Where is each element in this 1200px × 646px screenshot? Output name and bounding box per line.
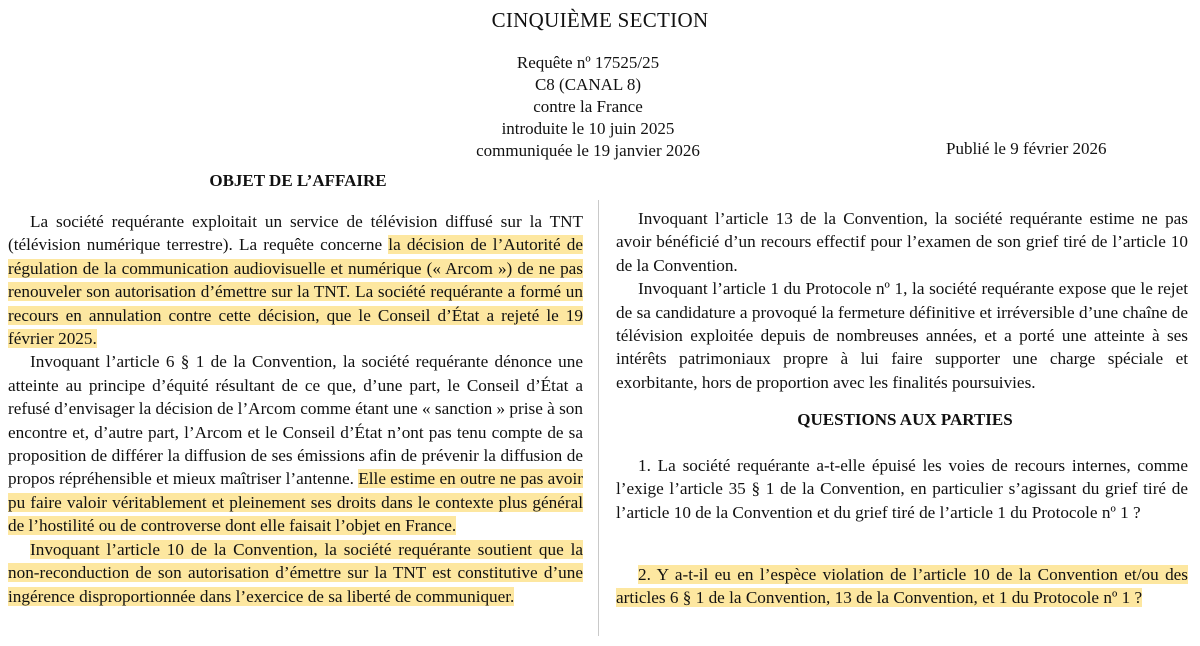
question-2-para: [616, 563, 1188, 610]
communicated-date: communiquée le 19 janvier 2026: [476, 141, 700, 160]
question-1: [616, 454, 1188, 524]
paragraph-2-highlight: Elle estime en outre ne pas avoir pu faire valoir véritablement et pleinement ses droits dans le contexte plus général de l’hostilité ou de controverse dont elle faisait l’objet en France.: [8, 469, 583, 536]
paragraph-5: Invoquant l’article 1 du Protocole nº 1, la société requérante expose que le rejet de sa candidature a provoqué la fermeture définitive et irréversible d’une chaîne de télévision exploitée depuis de nombreuses années, et a porté une atteinte à ses intérêts patrimoniaux propre à lui faire supporter une charge spéciale et exorbitante, hors de proportion avec les finalités poursuivies.: [616, 279, 1188, 392]
section-title: CINQUIÈME SECTION: [491, 8, 709, 32]
objet-heading: OBJET DE L’AFFAIRE: [209, 171, 387, 190]
question-1-text: 1. La société requérante a-t-elle épuisé les voies de recours internes, comme l’exige l’article 35 § 1 de la Convention, en particulier s’agissant du grief tiré de l’article 10 de la Convention et du grief tiré de l’article 1 du Protocole nº 1 ?: [616, 456, 1188, 522]
question-2-text: 2. Y a-t-il eu en l’espèce violation de l’article 10 de la Convention et/ou des articles 6 § 1 de la Convention, 13 de la Convention, et 1 du Protocole nº 1 ?: [616, 565, 1188, 608]
applicant-name: C8 (CANAL 8): [534, 75, 642, 94]
paragraph-2: [8, 350, 583, 537]
left-column: [8, 210, 583, 608]
request-info: [388, 52, 788, 162]
published-date: Publié le 9 février 2026: [946, 139, 1107, 158]
paragraph-4: Invoquant l’article 13 de la Convention, la société requérante estime ne pas avoir bénéficié d’un recours effectif pour l’examen de son grief tiré de l’article 10 de la Convention.: [616, 209, 1188, 275]
introduced-date: introduite le 10 juin 2025: [501, 119, 675, 138]
paragraph-1-highlight: la décision de l’Autorité de régulation de la communication audiovisuelle et numérique (« Arcom ») de ne pas renouveler son autorisation d’émettre sur la TNT. La société requérante a formé un recours en annulation contre cette décision, que le Conseil d’État a rejeté le 19 février 2025.: [8, 235, 583, 349]
paragraph-3-highlight: Invoquant l’article 10 de la Convention, la société requérante soutient que la non-reconduction de son autorisation d’émettre sur la TNT est constitutive d’une ingérence disproportionnée dans l’exercice de sa liberté de communiquer.: [8, 539, 583, 606]
respondent-state: contre la France: [533, 97, 643, 116]
column-divider: [598, 200, 599, 636]
request-number: Requête nº 17525/25: [516, 53, 660, 72]
paragraph-2-text: Invoquant l’article 6 § 1 de la Convention, la société requérante dénonce une atteinte au principe d’équité résultant de ce que, d’une part, le Conseil d’État a refusé d’envisager la décision de l’Arcom comme étant une « sanction » prise à son encontre et, d’autre part, l’Arcom et le Conseil d’État n’ont pas tenu compte de sa proposition de différer la diffusion de ses émissions afin de prévenir la diffusion de propos répréhensible et mieux maîtriser l’antenne.: [8, 352, 583, 489]
paragraph-3: [8, 538, 583, 608]
paragraph-1-text: La société requérante exploitait un service de télévision diffusé sur la TNT (télévision numérique terrestre). La requête concerne: [8, 212, 583, 255]
right-column: [616, 207, 1188, 394]
question-2: [616, 563, 1188, 610]
questions-heading: QUESTIONS AUX PARTIES: [797, 410, 1013, 429]
paragraph-1: [8, 210, 583, 350]
